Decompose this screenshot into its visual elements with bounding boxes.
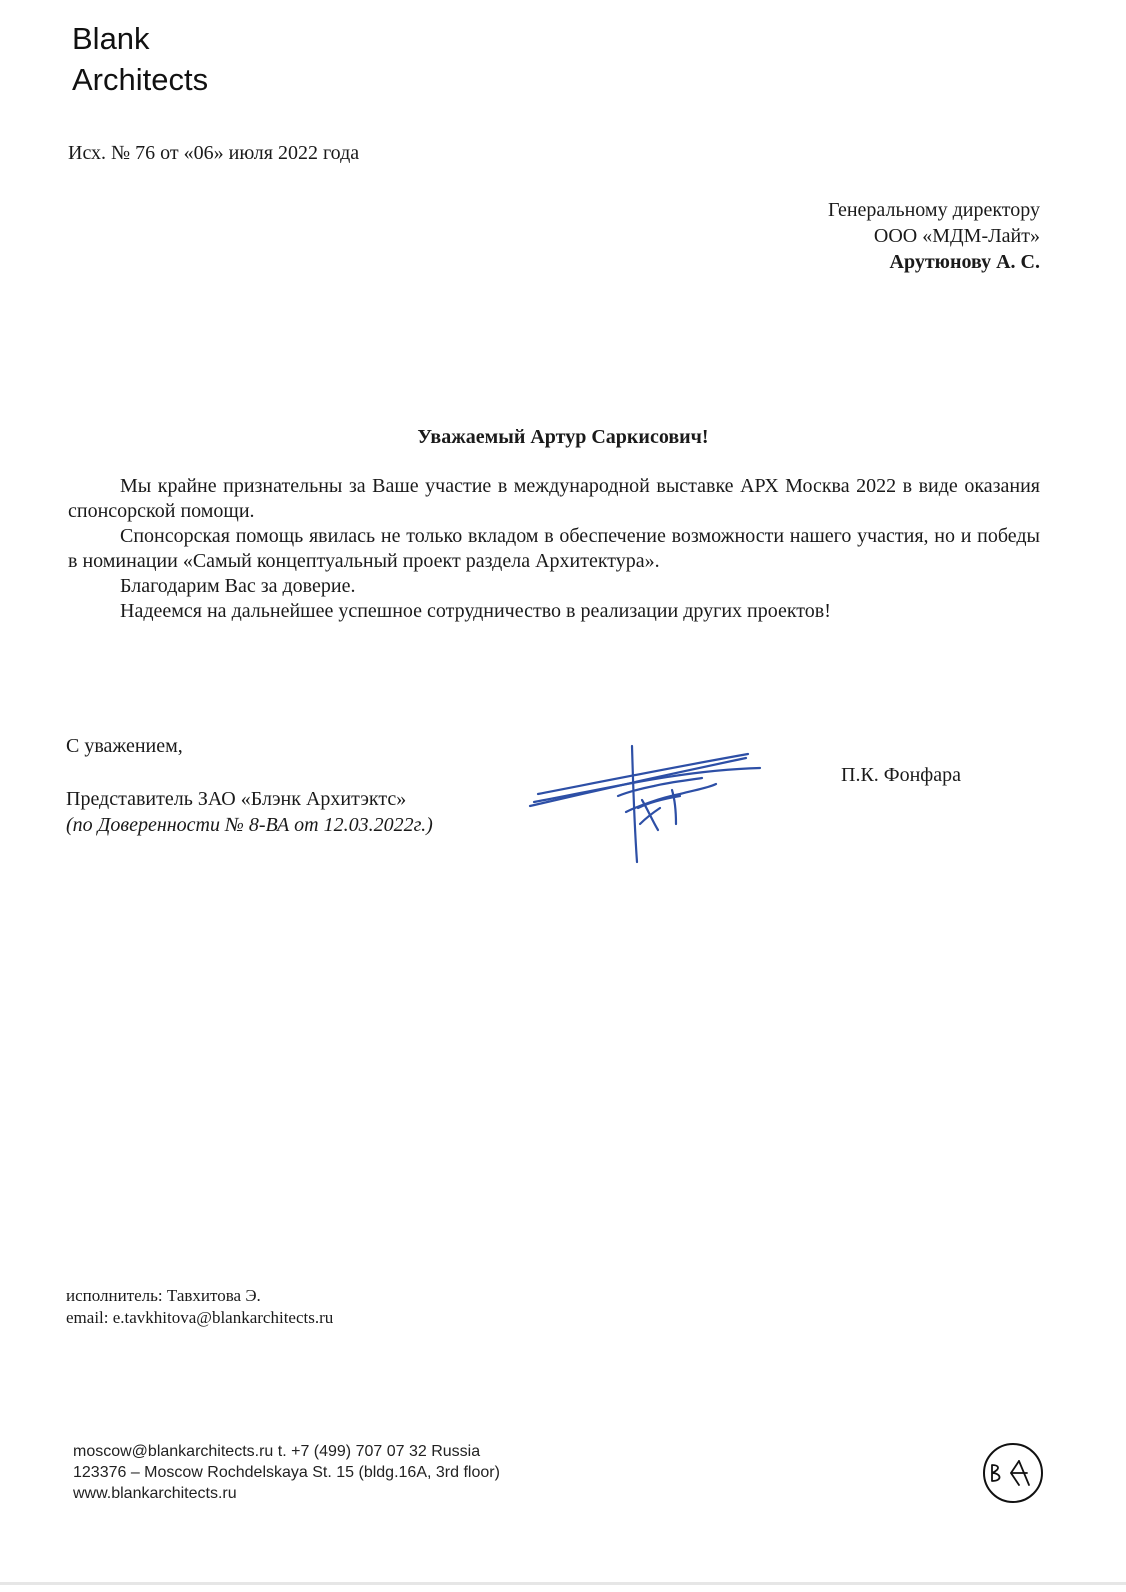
logo-line-1: Blank (72, 21, 150, 56)
footer-website: www.blankarchitects.ru (73, 1485, 237, 1502)
handwritten-signature (520, 740, 780, 870)
footer-logo-icon (977, 1441, 1049, 1505)
letter-body (68, 474, 1040, 624)
body-paragraph: Благодарим Вас за доверие. (120, 575, 356, 597)
body-paragraph: Спонсорская помощь явилась не только вкладом в обеспечение возможности нашего участия, но и победы в номинации «Самый концептуальный проект раздела Архитектура». (68, 525, 1040, 572)
footer-email-phone: moscow@blankarchitects.ru t. +7 (499) 707 07 32 Russia (73, 1443, 481, 1460)
logo-line-2: Architects (72, 62, 209, 97)
executor-name: исполнитель: Тавхитова Э. (66, 1286, 261, 1305)
body-paragraph: Мы крайне признательны за Ваше участие в международной выставке АРХ Москва 2022 в виде оказания спонсорской помощи. (68, 475, 1040, 522)
executor-block (66, 1285, 333, 1329)
executor-email: email: e.tavkhitova@blankarchitects.ru (66, 1308, 334, 1327)
bottom-divider (0, 1582, 1126, 1585)
footer-address: 123376 – Moscow Rochdelskaya St. 15 (bldg.16A, 3rd floor) (73, 1464, 500, 1481)
signatory-name: П.К. Фонфара (841, 764, 961, 786)
body-paragraph: Надеемся на дальнейшее успешное сотрудничество в реализации других проектов! (120, 600, 831, 622)
addressee-position: Генеральному директору (827, 199, 1040, 221)
closing-phrase: С уважением, (66, 735, 183, 757)
signatory-title: Представитель ЗАО «Блэнк Архитэктс» (66, 788, 407, 810)
salutation: Уважаемый Артур Саркисович! (417, 426, 709, 448)
addressee-company: ООО «МДМ-Лайт» (873, 225, 1040, 247)
signatory-authority: (по Доверенности № 8-ВА от 12.03.2022г.) (66, 814, 433, 836)
company-logo (72, 18, 208, 100)
addressee-block (828, 197, 1040, 275)
signatory-block (66, 786, 433, 838)
addressee-name: Арутюнову А. С. (889, 251, 1040, 273)
reference-number: Исх. № 76 от «06» июля 2022 года (68, 142, 360, 164)
footer-contacts (73, 1441, 500, 1504)
